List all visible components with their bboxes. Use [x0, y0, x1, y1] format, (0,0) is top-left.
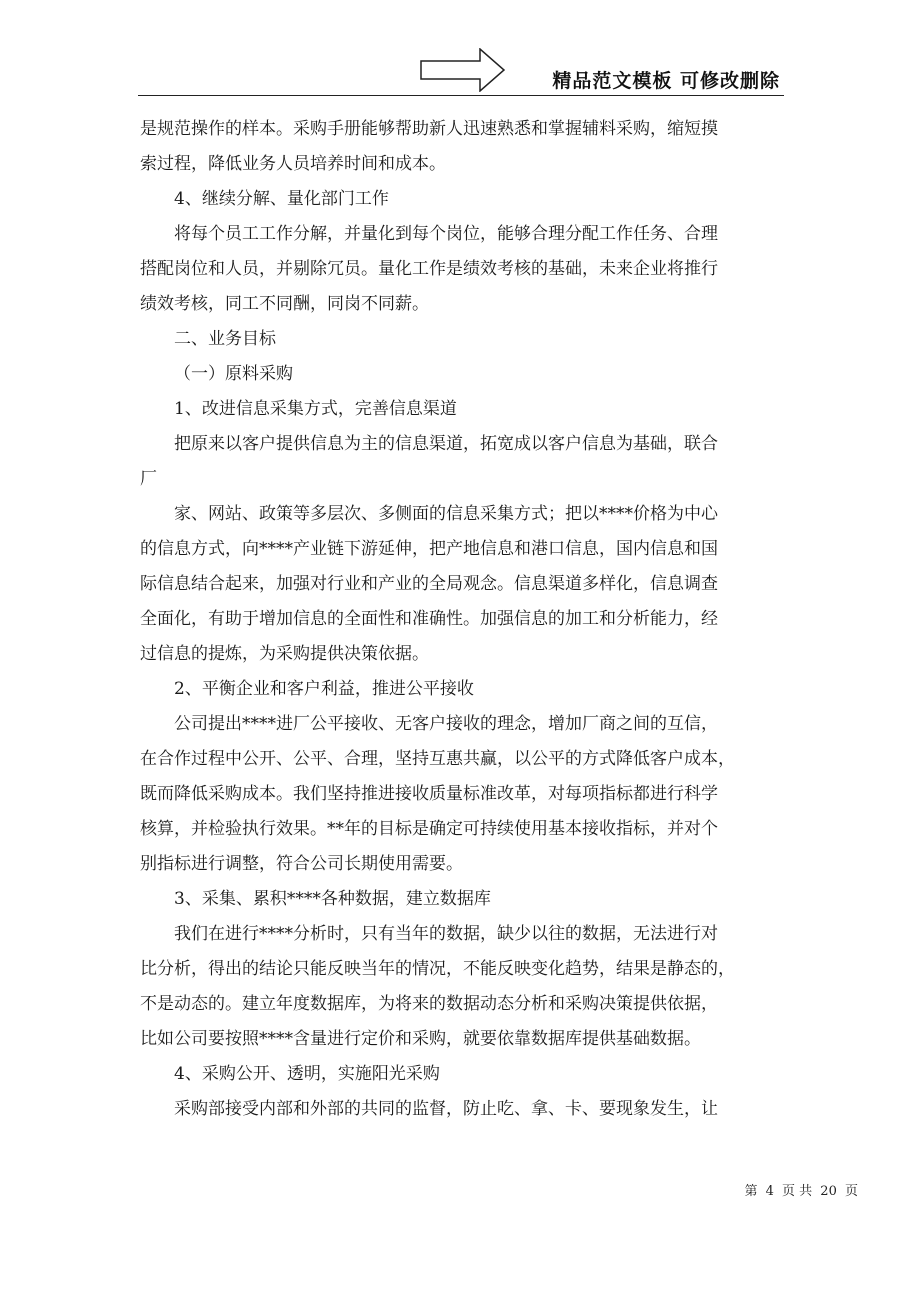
- footer-mid: 页 共: [782, 1184, 813, 1199]
- text-line: 核算，并检验执行效果。**年的目标是确定可持续使用基本接收指标，并对个: [140, 819, 718, 839]
- text-line: 比如公司要按照****含量进行定价和采购，就要依靠数据库提供基础数据。: [140, 1029, 701, 1049]
- text-line: 既而降低采购成本。我们坚持推进接收质量标准改革，对每项指标都进行科学: [140, 784, 718, 804]
- text-line: 4、继续分解、量化部门工作: [174, 189, 389, 209]
- text-line: 在合作过程中公开、公平、合理，坚持互惠共赢，以公平的方式降低客户成本，: [140, 749, 735, 769]
- text-line: 2、平衡企业和客户利益，推进公平接收: [174, 679, 474, 699]
- text-line: 采购部接受内部和外部的共同的监督，防止吃、拿、卡、要现象发生，让: [174, 1099, 718, 1119]
- document-body: [140, 112, 780, 1127]
- text-line: 比分析，得出的结论只能反映当年的情况，不能反映变化趋势，结果是静态的，: [140, 959, 735, 979]
- text-line: 3、采集、累积****各种数据，建立数据库: [174, 889, 491, 909]
- text-line: 的信息方式，向****产业链下游延伸，把产地信息和港口信息，国内信息和国: [140, 539, 718, 559]
- text-line: 索过程，降低业务人员培养时间和成本。: [140, 154, 446, 174]
- text-line: 把原来以客户提供信息为主的信息渠道，拓宽成以客户信息为基础，联合: [174, 434, 718, 454]
- page-number: 4: [765, 1184, 774, 1199]
- footer-prefix: 第: [744, 1184, 758, 1199]
- text-line: （一）原料采购: [174, 364, 293, 384]
- text-line: 我们在进行****分析时，只有当年的数据，缺少以往的数据，无法进行对: [174, 924, 718, 944]
- text-line: 4、采购公开、透明，实施阳光采购: [174, 1064, 440, 1084]
- text-line: 全面化，有助于增加信息的全面性和准确性。加强信息的加工和分析能力，经: [140, 609, 718, 629]
- text-line: 不是动态的。建立年度数据库，为将来的数据动态分析和采购决策提供依据，: [140, 994, 718, 1014]
- text-line: 绩效考核，同工不同酬，同岗不同薪。: [140, 294, 429, 314]
- page-footer: [742, 1180, 860, 1199]
- text-line: 家、网站、政策等多层次、多侧面的信息采集方式；把以****价格为中心: [174, 504, 718, 524]
- text-line: 际信息结合起来，加强对行业和产业的全局观念。信息渠道多样化，信息调查: [140, 574, 718, 594]
- text-line: 1、改进信息采集方式，完善信息渠道: [174, 399, 457, 419]
- text-line: 搭配岗位和人员，并剔除冗员。量化工作是绩效考核的基础，未来企业将推行: [140, 259, 718, 279]
- text-line: 二、业务目标: [174, 329, 276, 349]
- page-header: [138, 48, 784, 98]
- text-line: 是规范操作的样本。采购手册能够帮助新人迅速熟悉和掌握辅料采购，缩短摸: [140, 119, 718, 139]
- text-line: 别指标进行调整，符合公司长期使用需要。: [140, 854, 463, 874]
- arrow-icon: [420, 48, 506, 92]
- text-line: 将每个员工工作分解，并量化到每个岗位，能够合理分配工作任务、合理: [174, 224, 718, 244]
- text-line: 厂: [140, 469, 157, 489]
- text-line: 过信息的提炼，为采购提供决策依据。: [140, 644, 429, 664]
- header-divider: [138, 95, 784, 96]
- footer-suffix: 页: [844, 1184, 858, 1199]
- header-title: 精品范文模板 可修改删除: [552, 70, 780, 92]
- text-line: 公司提出****进厂公平接收、无客户接收的理念，增加厂商之间的互信，: [174, 714, 718, 734]
- total-pages: 20: [820, 1184, 837, 1199]
